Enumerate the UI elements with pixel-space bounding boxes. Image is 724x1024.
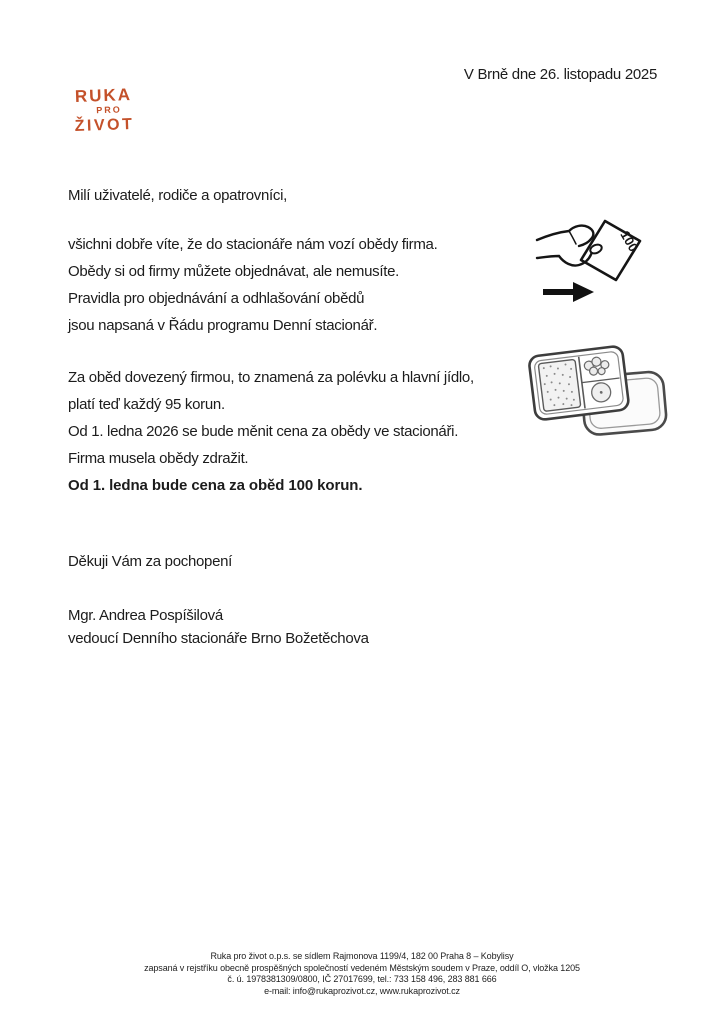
body-line: jsou napsaná v Řádu programu Denní stacionář. bbox=[68, 317, 378, 334]
body-line: platí teď každý 95 korun. bbox=[68, 396, 225, 413]
signature-role: vedoucí Denního stacionáře Brno Božetěchova bbox=[68, 630, 369, 647]
footer-line: č. ú. 1978381309/0800, IČ 27017699, tel.: 733 158 496, 283 881 666 bbox=[227, 974, 497, 984]
date-line: V Brně dne 26. listopadu 2025 bbox=[463, 66, 657, 83]
right-arrow-icon bbox=[543, 282, 594, 302]
lunchbox-pictogram bbox=[527, 336, 669, 438]
greeting-line: Milí uživatelé, rodiče a opatrovníci, bbox=[68, 187, 288, 204]
signature-name: Mgr. Andrea Pospíšilová bbox=[68, 607, 223, 624]
paragraph-ordering-info bbox=[68, 231, 437, 339]
body-line: Za oběd dovezený firmou, to znamená za polévku a hlavní jídlo, bbox=[68, 369, 474, 386]
paragraph-price-info bbox=[68, 364, 474, 499]
logo-word-pro: PRO bbox=[96, 104, 122, 116]
letterhead-footer bbox=[0, 951, 724, 997]
body-line: Obědy si od firmy můžete objednávat, ale nemusíte. bbox=[68, 263, 400, 280]
lunchbox-tray bbox=[528, 346, 629, 421]
banknote-value-label: 100 bbox=[617, 228, 642, 255]
payment-100-pictogram bbox=[535, 219, 650, 307]
footer-line: zapsaná v rejstříku obecně prospěšných společností vedeném Městským soudem v Praze, oddíl O, vložka 1205 bbox=[144, 962, 580, 973]
price-announcement-line: Od 1. ledna bude cena za oběd 100 korun. bbox=[68, 477, 363, 494]
sandwich bbox=[538, 359, 581, 411]
org-logo bbox=[70, 86, 138, 135]
body-line: Firma musela obědy zdražit. bbox=[68, 450, 249, 467]
logo-word-ruka: RUKA bbox=[74, 85, 133, 107]
body-line: Od 1. ledna 2026 se bude měnit cena za obědy ve stacionáři. bbox=[68, 423, 459, 440]
footer-line: Ruka pro život o.p.s. se sídlem Rajmonova 1199/4, 182 00 Praha 8 – Kobylisy bbox=[210, 951, 514, 961]
body-line: Pravidla pro objednávání a odhlašování obědů bbox=[68, 290, 365, 307]
signature-block bbox=[68, 604, 369, 650]
body-line: všichni dobře víte, že do stacionáře nám vozí obědy firma. bbox=[68, 236, 438, 253]
closing-line: Děkuji Vám za pochopení bbox=[68, 553, 233, 570]
logo-word-zivot: ŽIVOT bbox=[74, 115, 135, 136]
footer-line: e-mail: info@rukaprozivot.cz, www.rukaprozivot.cz bbox=[264, 985, 460, 996]
